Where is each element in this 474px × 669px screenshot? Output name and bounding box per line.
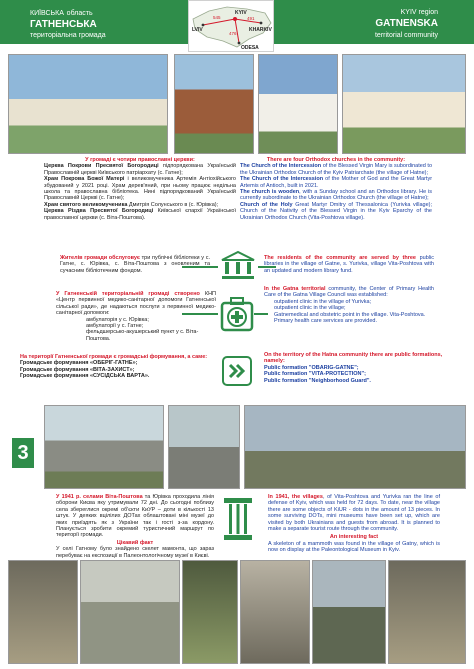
bottom-photo-5 [312, 560, 386, 664]
libraries-en-block [264, 255, 434, 274]
public-uk-item-3: Громадське формування «СУСІДСЬКА ВАРТА». [20, 373, 150, 380]
church-en-4-text: Great Martyr Dmitry of Thessalonica (Yurivka village); Church of the Nativity of the Blessed Virgin in the Kyiv Eparchy of the Ukrainian Orthodox Church (Vita-Poshtova village). [240, 201, 433, 221]
public-en-block [264, 352, 454, 384]
chevrons-icon [222, 356, 252, 386]
public-uk-block [20, 354, 216, 380]
churches-uk-heading: У громаді є чотири православні церкви: [85, 157, 195, 163]
church-uk-4-name: Церква Різдва Пресвятої Богородиці [44, 208, 154, 215]
church-en-2-name: The Church of the Intercession [240, 176, 324, 183]
bunker-photo-1 [44, 405, 164, 489]
bottom-photo-4 [240, 560, 310, 664]
fact-en-text: A skeleton of a mammoth was found in the village of Gatny, which is now on display at the Paleontological Museum in Kyiv. [268, 540, 440, 554]
history-en-lead: In 1941, the villages [268, 494, 323, 500]
region-suffix-uk: область [66, 10, 93, 17]
subtitle-uk: територіальна громада [30, 32, 106, 39]
church-en-1-name: The Church of the Intercession [240, 163, 322, 170]
history-en-text: of Vita-Poshtova and Yurivka ran the line of defense of Kyiv, which was held for 72 days. To date, near the village there are some objects of KiUR - dots in the amount of 13 pieces. In some surviving DOTs, mini museums have been set up, which are visited by both Ukrainians and guests from abroad. It is planned to make a separate tourist route through the community. [268, 494, 440, 533]
book-icon [218, 248, 258, 282]
church-uk-1-name: Церква Покрови Пресвятої Богородиці [44, 163, 159, 170]
church-en-2-text: of the Mother of God and the Great Martyr Artemis of Antioch, built in 2021. [240, 176, 433, 189]
medical-en-text: community, the Center of Primary Health Care of the Gatna Village Council was established: [264, 286, 434, 299]
public-en-item-1: Public formation "OBARIG-GATNE"; [264, 364, 359, 371]
medical-en-item-1: outpatient clinic in the village of Yurivka; [274, 298, 372, 305]
church-uk-4-text: Київської єпархії Української православної церкви (с. Віта-Поштова). [44, 208, 236, 221]
bottom-photo-2 [80, 560, 180, 664]
map-distance-lviv: 545 [213, 15, 221, 20]
medical-en-item-4: Primary health care services are provided. [274, 318, 378, 325]
fact-en-heading: An interesting fact [329, 534, 379, 541]
churches-uk-block [44, 157, 236, 221]
history-uk-text: та Юрівка проходила лінія оборони Києва яку утримували 72 дні. До сьогодні поблизу села збереглися окремі об'єкти КиУР – доти в кількості 13 штук. У деяких вцілілих ДОТах облаштовані міні музеї до яких приїздять як з України так і гості з-за кордону. Планується зробити окремий туристичний маршрут по території громади. [56, 494, 215, 539]
map-label-lviv: LVIV [192, 27, 203, 33]
church-uk-3-name: Храм святого великомученика [44, 201, 128, 208]
churches-en-block [240, 157, 432, 221]
church-photo-1 [8, 54, 168, 154]
bottom-photo-1 [8, 560, 78, 664]
public-en-item-3: Public formation "Neighborhood Guard". [264, 377, 371, 384]
church-uk-1-text: підпорядкована Українській Православній церкві Київського патріархату (с. Гатне); [44, 163, 237, 176]
medical-en-item-3: Gatnemedical and obstetric point in the village. Vita-Poshtova. [274, 311, 426, 318]
region-en: KYIV region [400, 9, 438, 16]
medical-uk-text: КНП «Центр первинної медико-санітарної допомоги Гатненської сільської ради», де надаються послуги з первинної медико-санітарної допомоги: [56, 291, 216, 317]
public-en-item-2: Public formation "VITA-PROTECTION"; [264, 371, 366, 378]
map-label-odesa: ODESA [241, 45, 259, 51]
fact-uk-heading: Цікавий факт [116, 539, 154, 546]
medical-uk-item-3: фельдшерсько-акушерський пункт у с. Віта-Поштова. [86, 329, 199, 342]
medical-en-block [264, 286, 434, 324]
column-icon [222, 496, 254, 542]
map-label-kharkiv: KHARKIV [249, 27, 272, 33]
public-uk-heading: На території Гатненської громади є громадські формування, а саме: [20, 354, 208, 360]
church-en-3-text: , with a Sunday school and an Orthodox library. He is currently subordinate to the Ukrainian Orthodox Church (the village of Hatne); [240, 189, 433, 202]
libraries-uk-lead: Жителів громади обслуговує [60, 255, 140, 261]
church-en-3-name: The church is wooden [240, 189, 300, 196]
public-uk-item-2: Громадське формування «ВІТА-ЗАХИСТ»; [20, 366, 135, 373]
subtitle-en: territorial community [374, 32, 438, 39]
community-en: GATNENSKA [375, 18, 438, 29]
churches-en-heading: There are four Orthodox churches in the community: [266, 157, 406, 163]
bunker-photo-3 [244, 405, 466, 489]
medical-uk-item-2: амбулаторії у с. Гатне; [86, 323, 144, 330]
ukraine-map [188, 0, 274, 52]
church-photo-2 [174, 54, 254, 154]
public-en-heading: On the territory of the Hatna community there are public formations, namely: [264, 352, 443, 365]
medical-uk-item-1: амбулаторія у с. Юрівка; [86, 316, 149, 323]
libraries-en-text: public libraries in the village of Gatne, s. Yurivka, village Vita-Poshtova with an updated and modern library fund. [264, 255, 434, 274]
church-uk-2-text: і великомученика Артемія Антіохійського збудований у 2021 році. Храм дерев'яний, при ньому працює недільна школа та православна бібліотека. Нині підпорядкований Українській Православній Церкві (с. Гатне); [44, 176, 236, 202]
libraries-en-lead: The residents of the community are served by three [264, 255, 416, 261]
medical-en-item-2: outpatient clinic in the village; [274, 305, 346, 312]
history-uk-lead: У 1941 р. селами Віта-Поштова [56, 494, 143, 500]
community-uk: ГАТНЕНСЬКА [30, 19, 97, 30]
page-number: 3 [12, 438, 34, 468]
libraries-uk-block [60, 255, 210, 274]
bottom-photo-3 [182, 560, 238, 664]
map-distance-kharkiv: 491 [247, 16, 255, 21]
medical-uk-block [56, 291, 216, 342]
history-en-block: In 1941, the villages, of Vita-Poshtova and Yurivka ran the line of defense of Kyiv, which was held for 72 days. To date, near the village there are some objects of KiUR - dots in the amount of 13 pieces. In some surviving DOTs, mini museums have been set up, which are visited by both Ukrainians and guests from abroad. It is planned to make a separate tourist route through the community. An interesting fact A skeleton of a mammoth was found in the village of Gatny, which is now on display at the Paleontological Museum in Kyiv. [268, 494, 440, 554]
church-photo-4 [342, 54, 466, 154]
church-photo-3 [258, 54, 338, 154]
bunker-photo-2 [168, 405, 240, 489]
map-distance-odesa: 476 [229, 31, 237, 36]
region-uk: КИЇВСЬКА [30, 10, 64, 17]
church-uk-2-name: Храм Покрова Божої Матері [44, 176, 125, 183]
church-uk-3-text: Дмитрія Солунського в (с. Юрівка); [128, 201, 219, 208]
medical-uk-lead: У Гатненській територіальній громаді створено [56, 291, 200, 297]
public-uk-item-1: Громадське формування «ОБЕРІГ-ГАТНЕ»; [20, 360, 138, 367]
header-left [30, 7, 106, 41]
church-en-1-text: of the Blessed Virgin Mary is subordinated to the Ukrainian Orthodox Church of the Kyiv Patriarchate (the village of Hatne); [240, 163, 433, 176]
history-uk-block [56, 494, 214, 559]
medical-cross-icon [220, 296, 254, 332]
fact-uk-text: У селі Гатному було знайдено скелет мамонта, що зараз перебуває на експозиції в Палеонтологічному музеї в Києві. [56, 546, 214, 559]
church-en-4-name: Church of the Holy [240, 201, 293, 208]
bottom-photo-6 [388, 560, 466, 664]
map-label-kyiv: KYIV [235, 10, 247, 16]
header-right [375, 7, 438, 41]
libraries-uk-text: три публічні бібліотеки у с. Гатне, с. Юрівка, с. Віта-Поштова з оновленим та сучасним бібліотечним фондом. [60, 255, 210, 274]
medical-en-lead: In the Gatna territorial [264, 286, 326, 292]
